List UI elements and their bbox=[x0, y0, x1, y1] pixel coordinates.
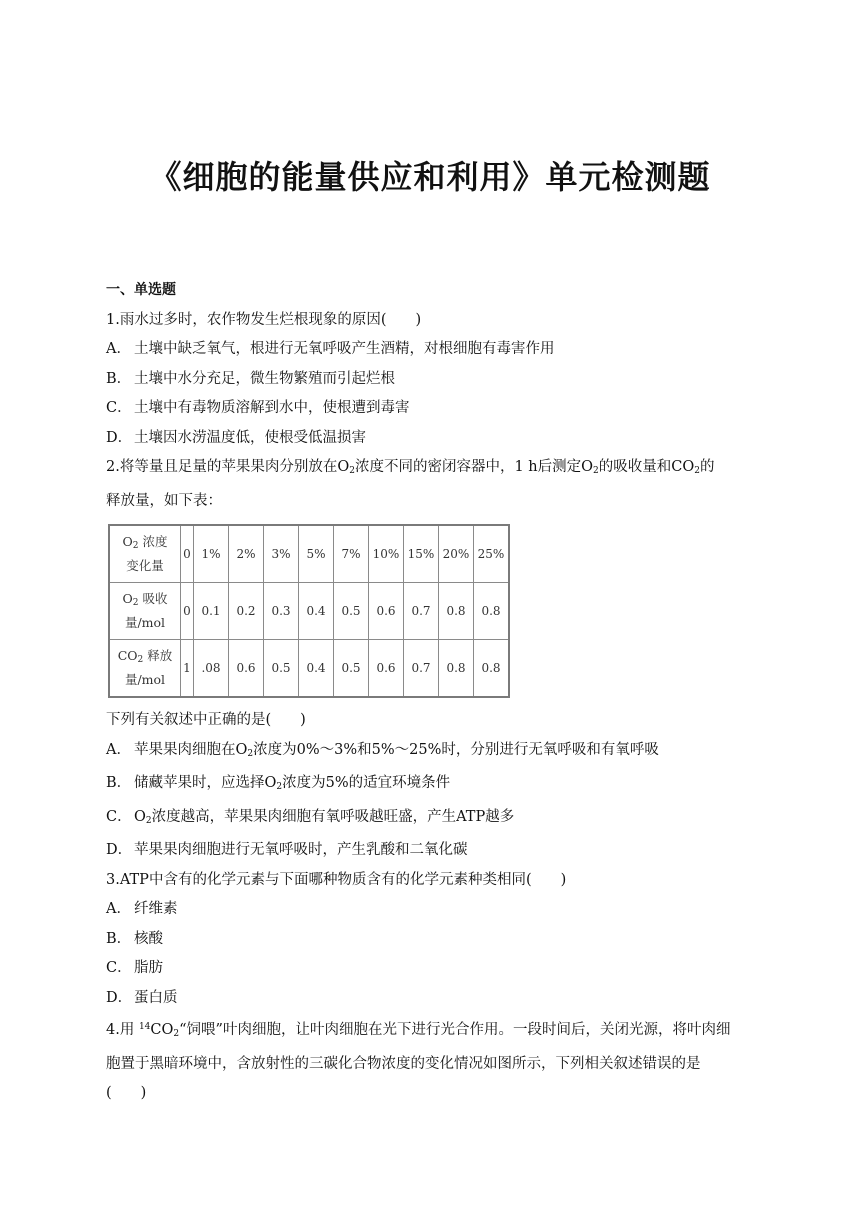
table-cell: 7% bbox=[334, 525, 369, 583]
option-label: A． bbox=[106, 741, 131, 758]
subscript: 2 bbox=[173, 1029, 180, 1039]
row-header-part: O bbox=[122, 591, 133, 606]
option-text: 浓度为5%的适宜环境条件 bbox=[282, 775, 451, 791]
q1-stem: 1.雨水过多时，农作物发生烂根现象的原因( ) bbox=[106, 311, 422, 328]
table-cell: 0.5 bbox=[334, 640, 369, 698]
table-cell: 0.4 bbox=[299, 583, 334, 640]
row-header-part: 吸收 bbox=[142, 591, 168, 606]
q4-stem bbox=[106, 1013, 758, 1050]
table-cell: 0.8 bbox=[474, 640, 510, 698]
q2-option-b bbox=[106, 769, 758, 803]
superscript: 14 bbox=[138, 1022, 151, 1032]
table-cell: 10% bbox=[369, 525, 404, 583]
option-text: 土壤中水分充足，微生物繁殖而引起烂根 bbox=[134, 370, 395, 387]
q2-stem bbox=[106, 453, 758, 487]
option-text: 脂肪 bbox=[134, 960, 163, 976]
row-header-part: 变化量 bbox=[126, 558, 164, 573]
q2-stem-line2: 释放量，如下表： bbox=[106, 492, 222, 509]
q3-option-d bbox=[106, 984, 758, 1014]
subscript: 2 bbox=[132, 541, 139, 551]
q2-option-d bbox=[106, 836, 758, 866]
q2-option-c bbox=[106, 803, 758, 837]
option-text: 储藏苹果时，应选择O bbox=[134, 775, 277, 791]
table-cell: 0.6 bbox=[369, 583, 404, 640]
option-text: 蛋白质 bbox=[134, 989, 178, 1006]
q4-stem-line3: ( ) bbox=[106, 1085, 147, 1101]
option-label: A． bbox=[106, 341, 131, 357]
q1-option-d bbox=[106, 424, 758, 454]
row-header-part: 释放 bbox=[147, 648, 173, 663]
option-text: 苹果果肉细胞进行无氧呼吸时，产生乳酸和二氧化碳 bbox=[134, 842, 468, 858]
table-cell: 0.5 bbox=[264, 640, 299, 698]
q3-stem: 3.ATP中含有的化学元素与下面哪种物质含有的化学元素种类相同( ) bbox=[106, 871, 567, 888]
table-cell: 0.3 bbox=[264, 583, 299, 640]
option-label: D． bbox=[106, 989, 133, 1006]
table-cell: 0.7 bbox=[404, 583, 439, 640]
option-label: B． bbox=[106, 370, 132, 387]
table-cell: 1 bbox=[181, 640, 194, 698]
q2-data-table bbox=[108, 524, 510, 698]
option-label: D． bbox=[106, 842, 133, 858]
q2-data-table-image bbox=[108, 524, 512, 698]
table-cell: .08 bbox=[194, 640, 229, 698]
subscript: 2 bbox=[349, 466, 355, 476]
table-cell: 5% bbox=[299, 525, 334, 583]
table-cell: 0.5 bbox=[334, 583, 369, 640]
q1-option-c bbox=[106, 394, 758, 424]
q2-stem-part: 浓度不同的密闭容器中，1 h后测定O bbox=[354, 459, 594, 475]
option-label: C． bbox=[106, 400, 132, 416]
option-text: 浓度越高，苹果果肉细胞有氧呼吸越旺盛，产生ATP越多 bbox=[151, 808, 515, 825]
q2-stem-part: 的吸收量和CO bbox=[598, 459, 695, 475]
subscript: 2 bbox=[694, 466, 700, 476]
option-text: 核酸 bbox=[134, 930, 163, 947]
table-cell: 2% bbox=[229, 525, 264, 583]
row-header-part: O bbox=[122, 534, 133, 549]
q2-stem-part: 的 bbox=[699, 459, 715, 475]
table-cell: 0.6 bbox=[229, 640, 264, 698]
table-cell: 0.1 bbox=[194, 583, 229, 640]
row-header-part: 量/mol bbox=[124, 672, 166, 687]
question-content bbox=[106, 276, 758, 1109]
option-text: 苹果果肉细胞在O bbox=[134, 741, 248, 758]
q3-option-a bbox=[106, 895, 758, 925]
option-label: D． bbox=[106, 429, 133, 446]
option-text: 土壤因水涝温度低，使根受低温损害 bbox=[134, 429, 366, 446]
option-label: B． bbox=[106, 775, 132, 791]
subscript: 2 bbox=[137, 655, 144, 665]
table-cell: 20% bbox=[439, 525, 474, 583]
row-header-part: 浓度 bbox=[142, 534, 168, 549]
q2-stem-part: 2.将等量且足量的苹果果肉分别放在O bbox=[106, 459, 350, 475]
q3-option-c bbox=[106, 954, 758, 984]
option-text: 浓度为0%～3%和5%～25%时，分别进行无氧呼吸和有氧呼吸 bbox=[253, 741, 659, 758]
table-row bbox=[109, 640, 509, 698]
option-label: B． bbox=[106, 930, 132, 947]
q4-stem-part: 4.用 bbox=[106, 1022, 139, 1038]
table-cell: 0 bbox=[181, 525, 194, 583]
table-cell: 0.4 bbox=[299, 640, 334, 698]
table-cell: 0.8 bbox=[439, 640, 474, 698]
subscript: 2 bbox=[132, 598, 139, 608]
q2-follow-question: 下列有关叙述中正确的是( ) bbox=[106, 712, 306, 728]
table-cell: 15% bbox=[404, 525, 439, 583]
option-text: O bbox=[134, 808, 146, 825]
table-cell: 3% bbox=[264, 525, 299, 583]
option-label: C． bbox=[106, 808, 132, 825]
table-cell: 0.8 bbox=[439, 583, 474, 640]
q4-stem-line2: 胞置于黑暗环境中，含放射性的三碳化合物浓度的变化情况如图所示，下列相关叙述错误的是 bbox=[106, 1055, 701, 1072]
option-text: 土壤中缺乏氧气，根进行无氧呼吸产生酒精，对根细胞有毒害作用 bbox=[134, 341, 555, 357]
subscript: 2 bbox=[276, 782, 283, 792]
row-header-part: 量/mol bbox=[124, 615, 166, 630]
option-label: A． bbox=[106, 901, 131, 917]
row-header bbox=[109, 640, 181, 698]
table-cell: 0 bbox=[181, 583, 194, 640]
table-cell: 0.2 bbox=[229, 583, 264, 640]
subscript: 2 bbox=[247, 748, 254, 759]
row-header-part: CO bbox=[117, 648, 138, 663]
table-cell: 0.6 bbox=[369, 640, 404, 698]
table-cell: 1% bbox=[194, 525, 229, 583]
q1-option-b bbox=[106, 365, 758, 395]
page-title: 《细胞的能量供应和利用》单元检测题 bbox=[149, 158, 711, 196]
q1-option-a bbox=[106, 335, 758, 365]
option-text: 土壤中有毒物质溶解到水中，使根遭到毒害 bbox=[134, 400, 410, 416]
table-row bbox=[109, 525, 509, 583]
table-cell: 0.8 bbox=[474, 583, 510, 640]
section-heading: 一、单选题 bbox=[106, 282, 176, 298]
subscript: 2 bbox=[145, 815, 152, 826]
q4-stem-part: “饲喂”叶肉细胞，让叶肉细胞在光下进行光合作用。一段时间后，关闭光源，将叶肉细 bbox=[179, 1022, 731, 1038]
row-header bbox=[109, 525, 181, 583]
table-row bbox=[109, 583, 509, 640]
subscript: 2 bbox=[593, 466, 599, 476]
option-text: 纤维素 bbox=[134, 901, 178, 917]
q3-option-b bbox=[106, 925, 758, 955]
option-label: C． bbox=[106, 960, 132, 976]
q2-option-a bbox=[106, 736, 758, 770]
q4-stem-part: CO bbox=[150, 1022, 174, 1038]
table-cell: 0.7 bbox=[404, 640, 439, 698]
table-cell: 25% bbox=[474, 525, 510, 583]
row-header bbox=[109, 583, 181, 640]
